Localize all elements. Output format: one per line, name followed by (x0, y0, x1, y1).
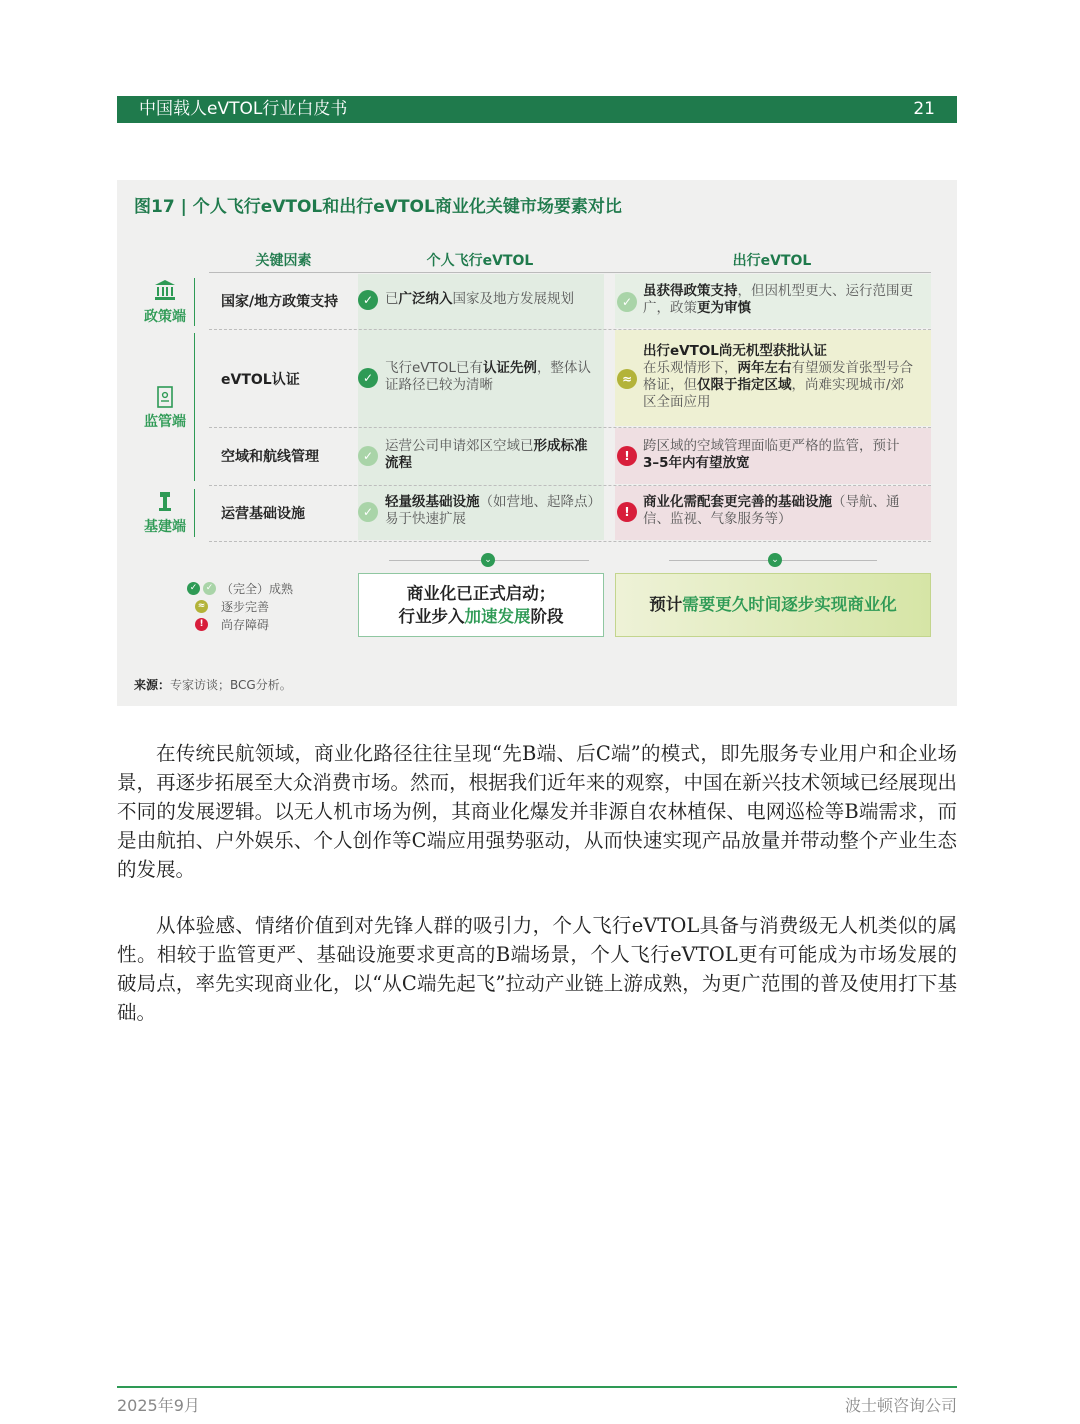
legend-barrier-label: 尚存障碍 (221, 618, 270, 632)
barrier-alert-icon: ! (617, 502, 637, 522)
row-divider (209, 427, 931, 428)
column-header-commute: 出行eVTOL (732, 253, 812, 269)
footer-company: 波士顿咨询公司 (844, 1396, 957, 1415)
figure-source: 来源：专家访谈；BCG分析。 (134, 678, 292, 692)
government-building-icon (153, 278, 177, 302)
factor-policy-support: 国家/地方政策支持 (221, 294, 339, 310)
partial-check-icon: ✓ (358, 446, 378, 466)
regulation-bracket (194, 333, 195, 481)
side-label-regulation: 监管端 (144, 414, 186, 430)
legend-partial-icon: ✓ (203, 582, 216, 595)
side-label-infrastructure: 基建端 (144, 519, 186, 535)
legend-mature-label: （完全）成熟 (221, 582, 294, 596)
legend-gradual-icon: ≈ (195, 600, 208, 613)
personal-cell-policy: 已广泛纳入国家及地方发展规划 (385, 291, 574, 307)
body-paragraph: 在传统民航领域，商业化路径往往呈现“先B端、后C端”的模式，即先服务专业用户和企业场景，再逐步拓展至大众消费市场。然而，根据我们近年来的观察，中国在新兴技术领域已经展现出不同的发展逻辑。以无人机市场为例，其商业化爆发并非源自农林植保、电网巡检等B端需求，而是由航拍、户外娱乐、个人创作等C端应用强势驱动，从而快速实现产品放量并带动整个产业生态的发展。 (117, 742, 957, 881)
mature-check-icon: ✓ (358, 368, 378, 388)
legend-improving-label: 逐步完善 (221, 600, 270, 614)
factor-airspace-management: 空域和航线管理 (221, 449, 319, 465)
conclusion-commute: 预计需要更久时间逐步实现商业化 (615, 573, 931, 637)
personal-cell-infrastructure: 轻量级基础设施（如营地、起降点）易于快速扩展 (385, 494, 595, 527)
figure-panel (117, 180, 957, 706)
factor-operational-infrastructure: 运营基础设施 (221, 506, 305, 522)
conclusion-personal: 商业化已正式启动； 行业步入加速发展阶段 (358, 573, 604, 637)
column-header-personal: 个人飞行eVTOL (426, 253, 534, 269)
row-divider (209, 485, 931, 486)
connector-down-arrow-icon: ⌄ (481, 553, 495, 567)
mature-check-icon: ✓ (358, 290, 378, 310)
page-number: 21 (913, 99, 935, 119)
footer-date: 2025年9月 (117, 1396, 200, 1415)
connector-down-arrow-icon: ⌄ (768, 553, 782, 567)
column-header-factor: 关键因素 (255, 253, 312, 269)
footer-divider (117, 1386, 957, 1388)
partial-check-icon: ✓ (358, 502, 378, 522)
gradual-improving-icon: ≈ (617, 369, 637, 389)
certificate-document-icon (153, 385, 177, 409)
infrastructure-bracket (194, 489, 195, 537)
partial-check-icon: ✓ (617, 292, 637, 312)
commute-cell-infrastructure: 商业化需配套更完善的基础设施（导航、通信、监视、气象服务等） (643, 494, 900, 527)
legend-mature-icon: ✓ (187, 582, 200, 595)
barrier-alert-icon: ! (617, 446, 637, 466)
commute-cell-policy: 虽获得政策支持，但因机型更大、运行范围更广，政策更为审慎 (643, 283, 913, 316)
commute-cell-airspace: 跨区域的空域管理面临更严格的监管，预计3–5年内有望放宽 (643, 438, 900, 471)
legend-barrier-icon: ! (195, 618, 208, 631)
figure-title: 图17 | 个人飞行eVTOL和出行eVTOL商业化关键市场要素对比 (134, 197, 622, 217)
personal-cell-certification: 飞行eVTOL已有认证先例，整体认证路径已较为清晰 (385, 360, 591, 393)
personal-cell-airspace: 运营公司申请郊区空域已形成标准流程 (385, 438, 588, 471)
side-label-policy: 政策端 (144, 309, 186, 325)
factor-evtol-certification: eVTOL认证 (221, 372, 300, 388)
commute-cell-certification: 出行eVTOL尚无机型获批认证 在乐观情形下，两年左右有望颁发首张型号合格证，但仅限于指定区域，尚难实现城市/郊区全面应用 (643, 343, 913, 410)
header-divider (209, 272, 931, 273)
row-divider (209, 541, 931, 542)
header-bar (117, 96, 957, 123)
policy-bracket (194, 278, 195, 326)
control-tower-icon (153, 490, 177, 514)
row-divider (209, 329, 931, 330)
document-title: 中国载人eVTOL行业白皮书 (139, 99, 348, 119)
body-paragraph: 从体验感、情绪价值到对先锋人群的吸引力，个人飞行eVTOL具备与消费级无人机类似的属性。相较于监管更严、基础设施要求更高的B端场景，个人飞行eVTOL更有可能成为市场发展的破局点，率先实现商业化，以“从C端先起飞”拉动产业链上游成熟，为更广范围的普及使用打下基础。 (117, 914, 957, 1024)
